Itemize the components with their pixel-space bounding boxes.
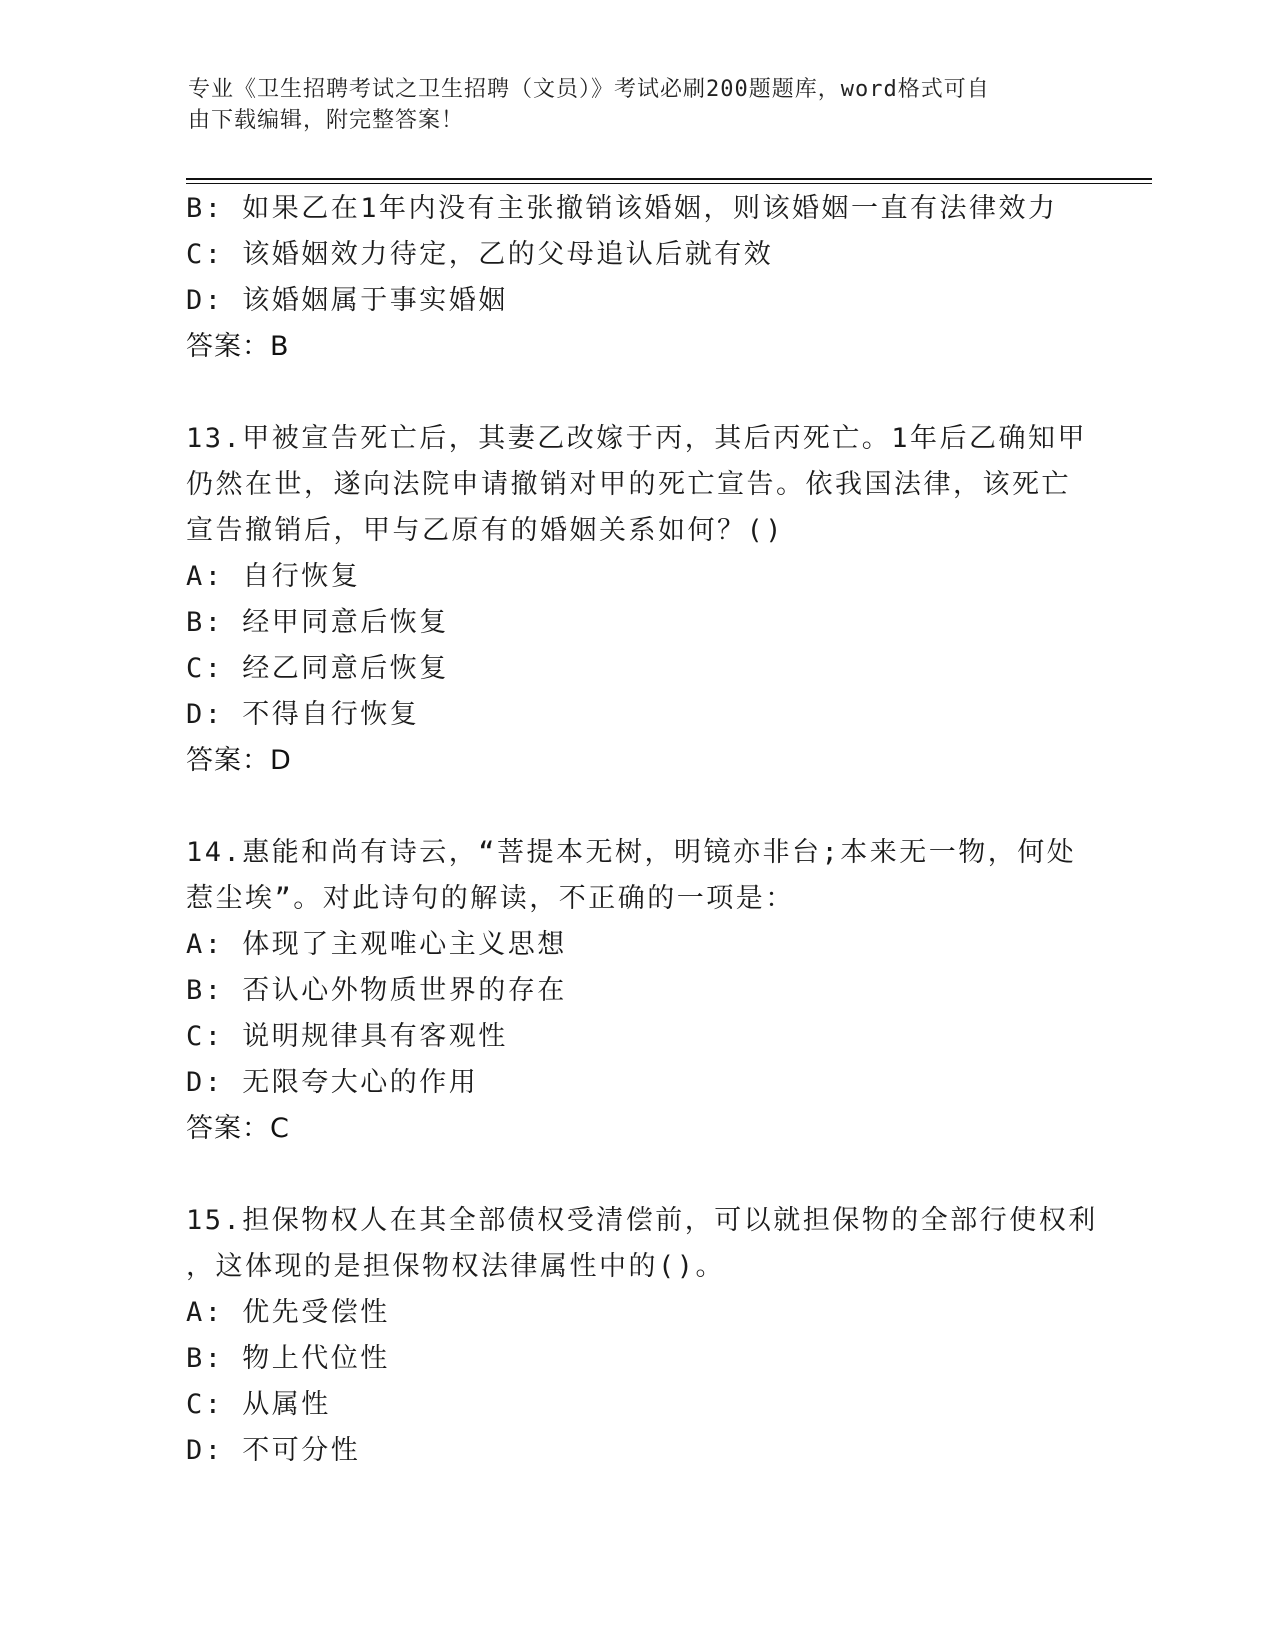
document-body: [186, 186, 1098, 1474]
question-text-line: 仍然在世，遂向法院申请撤销对甲的死亡宣告。依我国法律，该死亡: [186, 469, 1071, 500]
option-c: C: 经乙同意后恢复: [186, 653, 449, 684]
option-b: B: 如果乙在1年内没有主张撤销该婚姻，则该婚姻一直有法律效力: [186, 193, 1058, 224]
option-c: C: 该婚姻效力待定，乙的父母追认后就有效: [186, 239, 774, 270]
answer-line: 答案：D: [186, 745, 292, 776]
option-b: B: 物上代位性: [186, 1343, 390, 1374]
spacer: [186, 784, 1086, 830]
spacer: [186, 1152, 1086, 1198]
question-12-tail: [186, 186, 1086, 370]
question-text-line: 13.甲被宣告死亡后，其妻乙改嫁于丙，其后丙死亡。1年后乙确知甲: [186, 423, 1088, 454]
answer-line: 答案：B: [186, 331, 290, 362]
header-line-1: 专业《卫生招聘考试之卫生招聘（文员）》考试必刷200题题库，word格式可自: [188, 77, 990, 102]
header-rule-thin: [186, 183, 1152, 184]
question-text-line: 惹尘埃”。对此诗句的解读，不正确的一项是：: [186, 883, 795, 914]
question-text-line: ，这体现的是担保物权法律属性中的()。: [186, 1251, 726, 1282]
question-13: [186, 416, 1086, 784]
option-c: C: 说明规律具有客观性: [186, 1021, 508, 1052]
option-a: A: 优先受偿性: [186, 1297, 390, 1328]
question-15: [186, 1198, 1098, 1474]
option-b: B: 经甲同意后恢复: [186, 607, 449, 638]
document-header: [188, 74, 1068, 136]
question-text-line: 15.担保物权人在其全部债权受清偿前，可以就担保物的全部行使权利: [186, 1205, 1098, 1236]
header-line-2: 由下载编辑，附完整答案！: [188, 108, 465, 133]
header-rule-thick: [186, 178, 1152, 180]
spacer: [186, 370, 1086, 416]
option-c: C: 从属性: [186, 1389, 331, 1420]
option-d: D: 无限夸大心的作用: [186, 1067, 479, 1098]
question-14: [186, 830, 1086, 1152]
question-text-line: 宣告撤销后，甲与乙原有的婚姻关系如何？(): [186, 515, 785, 546]
option-d: D: 该婚姻属于事实婚姻: [186, 285, 508, 316]
answer-line: 答案：C: [186, 1113, 290, 1144]
option-d: D: 不得自行恢复: [186, 699, 420, 730]
option-b: B: 否认心外物质世界的存在: [186, 975, 567, 1006]
question-text-line: 14.惠能和尚有诗云，“菩提本无树，明镜亦非台;本来无一物，何处: [186, 837, 1077, 868]
option-a: A: 体现了主观唯心主义思想: [186, 929, 567, 960]
option-a: A: 自行恢复: [186, 561, 361, 592]
option-d: D: 不可分性: [186, 1435, 361, 1466]
